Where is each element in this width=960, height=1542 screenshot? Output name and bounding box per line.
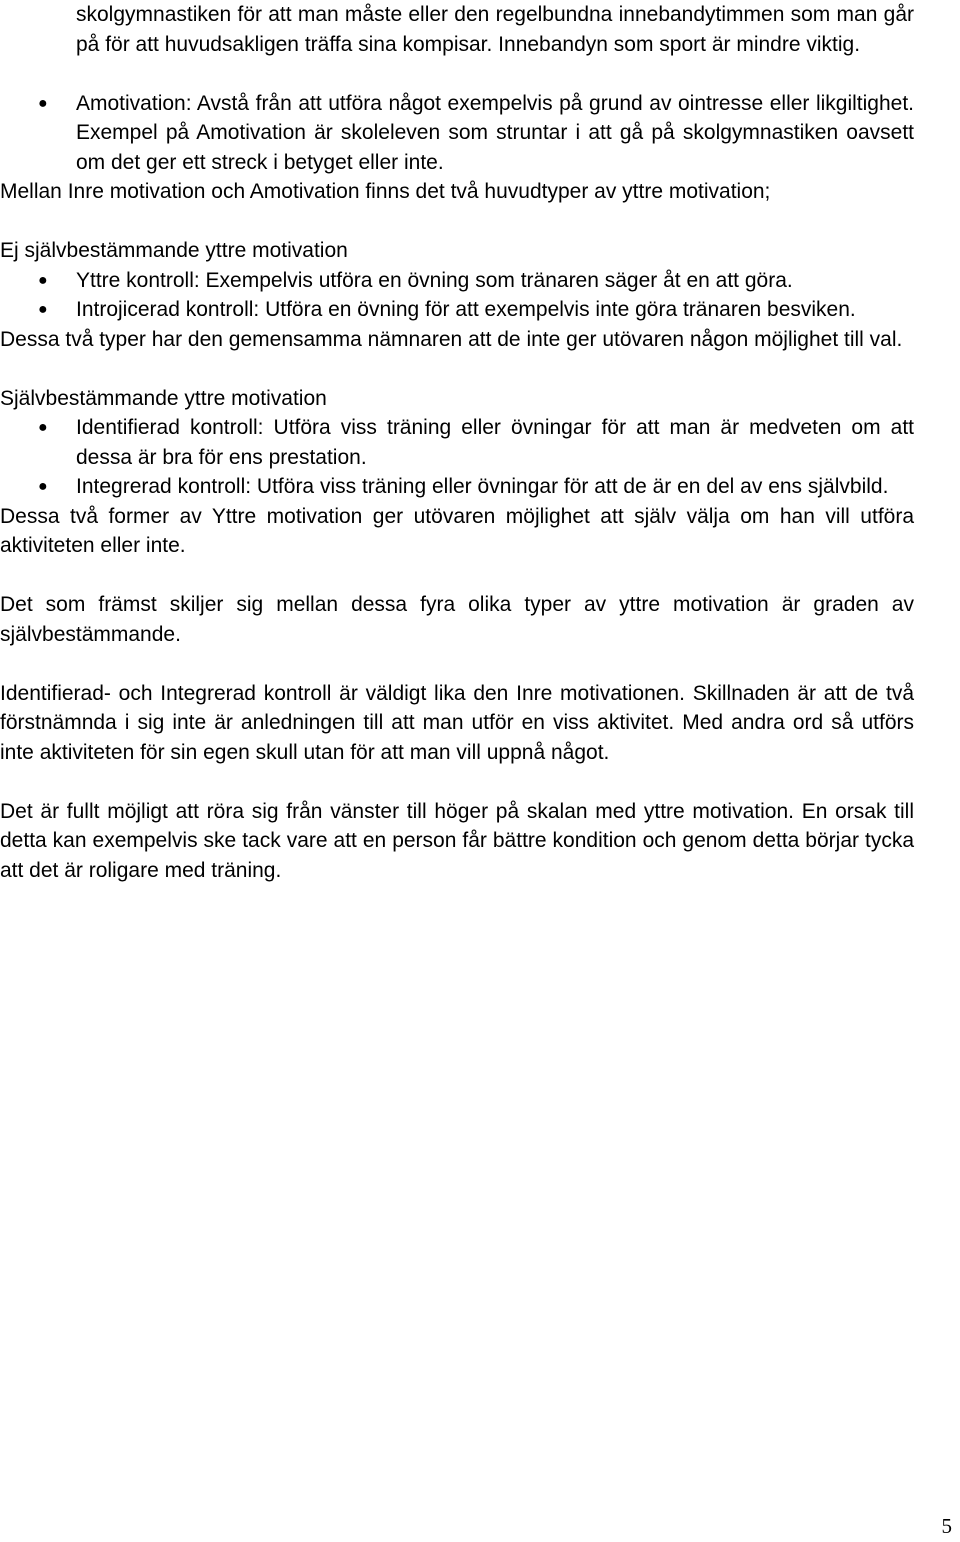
spacer — [0, 767, 914, 797]
paragraph-det-som: Det som främst skiljer sig mellan dessa fyra olika typer av yttre motivation är graden av självbestämmande. — [0, 593, 914, 646]
bullet-icon: ● — [38, 271, 48, 289]
bullet-icon: ● — [38, 94, 48, 112]
list-item — [0, 266, 914, 296]
list-item-text: Amotivation: Avstå från att utföra något exempelvis på grund av ointresse eller likgiltighet. Exempel på Amotivation är skoleleven som struntar i att gå på skolgymnastiken oavsett om det ger ett streck i betyget eller inte. — [76, 91, 914, 174]
amotivation-list — [0, 89, 914, 178]
spacer — [0, 561, 914, 591]
spacer — [0, 649, 914, 679]
paragraph-mellan: Mellan Inre motivation och Amotivation finns det två huvudtyper av yttre motivation; — [0, 180, 771, 203]
spacer — [0, 207, 914, 237]
list-item-text: Integrerad kontroll: Utföra viss träning eller övningar för att de är en del av ens självbild. — [76, 475, 889, 498]
list-item — [0, 89, 914, 178]
bullet-icon: ● — [38, 301, 48, 318]
continuation-paragraph: skolgymnastiken för att man måste eller den regelbundna innebandytimmen som man går på för att huvudsakligen träffa sina kompisar. Innebandyn som sport är mindre viktig. — [76, 3, 914, 56]
paragraph-det-ar: Det är fullt möjligt att röra sig från vänster till höger på skalan med yttre motivation. En orsak till detta kan exempelvis ske tack vare att en person får bättre kondition och genom detta börjar tycka att det är roligare med träning. — [0, 799, 914, 882]
list-item-text: Introjicerad kontroll: Utföra en övning för att exempelvis inte göra tränaren besviken. — [76, 298, 856, 321]
spacer — [0, 59, 914, 89]
ej-list — [0, 266, 914, 325]
bullet-icon: ● — [38, 478, 48, 495]
list-item — [0, 413, 914, 472]
page-number: 5 — [941, 1514, 952, 1538]
list-item — [0, 295, 914, 325]
list-item-text: Yttre kontroll: Exempelvis utföra en övning som tränaren säger åt en att göra. — [76, 268, 793, 292]
sjalv-list — [0, 413, 914, 502]
spacer — [0, 354, 914, 384]
list-item-text: Identifierad kontroll: Utföra viss träning eller övningar för att man är medveten om att dessa är bra för ens prestation. — [76, 416, 914, 469]
paragraph-identifierad: Identifierad- och Integrerad kontroll är väldigt lika den Inre motivationen. Skillnaden är att de två förstnämnda i sig inte är anledningen till att man utför en viss aktivitet. Med andra ord så utförs inte aktiviteten för sin egen skull utan för att man vill uppnå något. — [0, 681, 914, 764]
heading-ej-sjalvbestammande: Ej självbestämmande yttre motivation — [0, 239, 348, 262]
bullet-icon: ● — [38, 419, 48, 436]
heading-sjalvbestammande: Självbestämmande yttre motivation — [0, 386, 327, 410]
list-item — [0, 472, 914, 502]
paragraph-dessa-former: Dessa två former av Yttre motivation ger utövaren möjlighet att själv välja om han vill utföra aktiviteten eller inte. — [0, 504, 914, 557]
paragraph-dessa-typer: Dessa två typer har den gemensamma nämnaren att de inte ger utövaren någon möjlighet till val. — [0, 327, 903, 351]
